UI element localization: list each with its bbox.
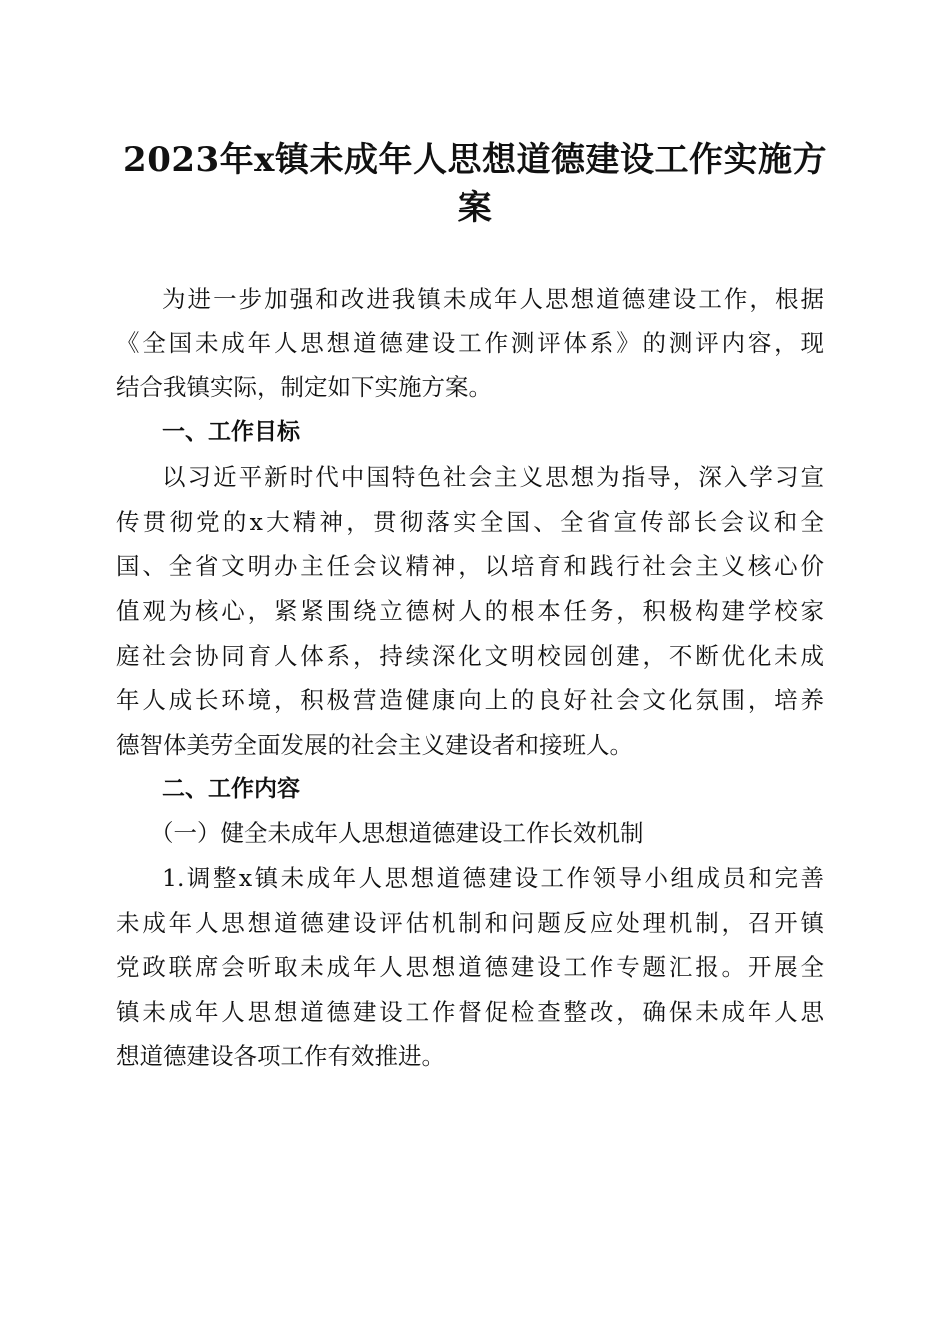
content-line: 1.调整x镇未成年人思想道德建设工作领导小组成员和完善 bbox=[162, 864, 824, 892]
intro-line: 为进一步加强和改进我镇未成年人思想道德建设工作，根据 bbox=[162, 285, 824, 313]
goals-line: 传贯彻党的x大精神，贯彻落实全国、全省宣传部长会议和全 bbox=[116, 508, 824, 536]
content-line: 党政联席会听取未成年人思想道德建设工作专题汇报。开展全 bbox=[116, 953, 824, 981]
goals-line: 德智体美劳全面发展的社会主义建设者和接班人。 bbox=[116, 731, 633, 759]
intro-line: 《全国未成年人思想道德建设工作测评体系》的测评内容，现 bbox=[116, 329, 824, 357]
content-line: 未成年人思想道德建设评估机制和问题反应处理机制，召开镇 bbox=[116, 909, 824, 937]
intro-line: 结合我镇实际，制定如下实施方案。 bbox=[116, 373, 492, 401]
goals-line: 以习近平新时代中国特色社会主义思想为指导，深入学习宣 bbox=[162, 463, 824, 491]
goals-line: 年人成长环境，积极营造健康向上的良好社会文化氛围，培养 bbox=[116, 686, 824, 714]
section-heading-goals: 一、工作目标 bbox=[162, 419, 300, 445]
document-title-line-2: 案 bbox=[457, 188, 493, 228]
goals-line: 国、全省文明办主任会议精神，以培育和践行社会主义核心价 bbox=[116, 552, 824, 580]
content-line: 想道德建设各项工作有效推进。 bbox=[116, 1042, 445, 1070]
content-line: 镇未成年人思想道德建设工作督促检查整改，确保未成年人思 bbox=[116, 998, 824, 1026]
goals-line: 值观为核心，紧紧围绕立德树人的根本任务，积极构建学校家 bbox=[116, 597, 824, 625]
section-heading-content: 二、工作内容 bbox=[162, 776, 300, 802]
subsection-heading: （一）健全未成年人思想道德建设工作长效机制 bbox=[150, 819, 644, 847]
goals-line: 庭社会协同育人体系，持续深化文明校园创建，不断优化未成 bbox=[116, 642, 824, 670]
document-title-line-1: 2023年x镇未成年人思想道德建设工作实施方 bbox=[123, 140, 827, 180]
